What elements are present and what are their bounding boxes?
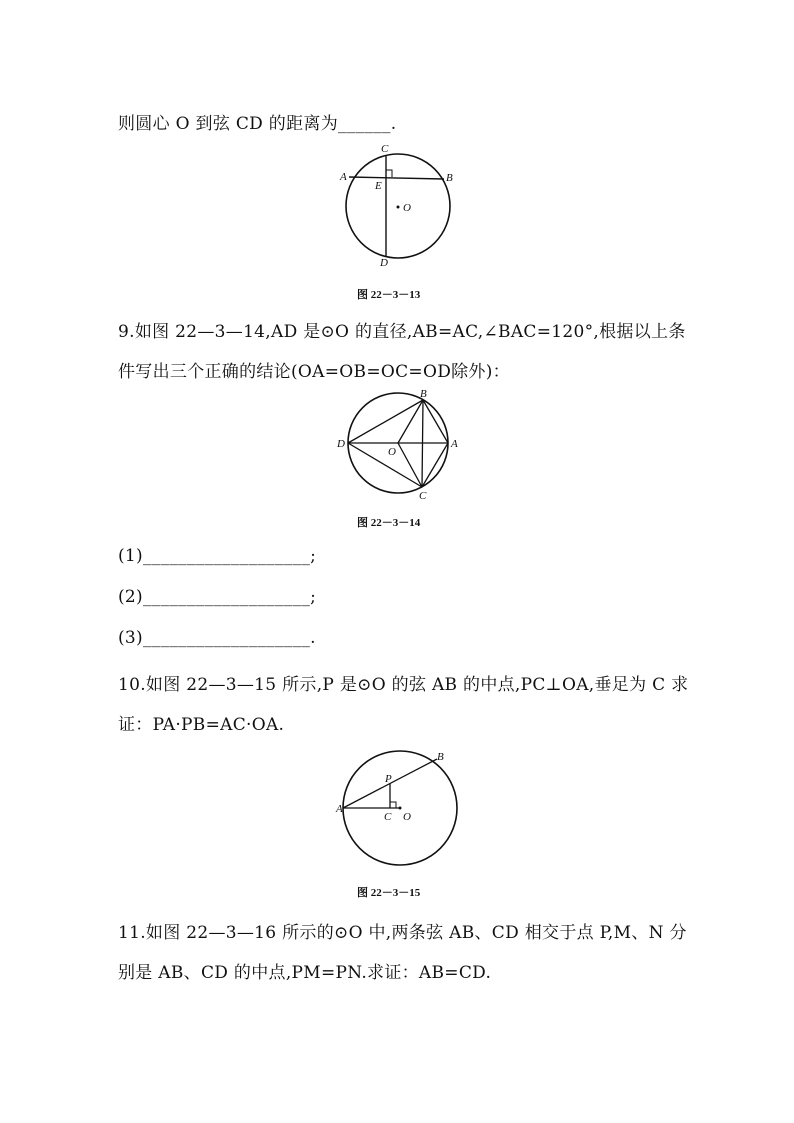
- label-o: O: [388, 446, 396, 458]
- figure-22-3-15: [334, 750, 474, 870]
- label-d: D: [380, 257, 388, 269]
- label-b: B: [446, 172, 453, 184]
- chord-ab: [349, 177, 444, 179]
- q10-line2: 证：PA·PB=AC·OA.: [118, 715, 285, 735]
- segment-db: [348, 400, 423, 443]
- q8-text: 则圆心 O 到弦 CD 的距离为______.: [118, 114, 397, 134]
- label-p: P: [385, 773, 392, 785]
- answer-2[interactable]: (2)___________________;: [118, 587, 317, 607]
- answer-3[interactable]: (3)___________________.: [118, 628, 316, 648]
- center-dot: [397, 206, 400, 209]
- label-a: A: [336, 803, 343, 815]
- segment-bc: [422, 400, 423, 487]
- label-d: D: [337, 438, 345, 450]
- caption-22-3-13: 图 22－3－13: [357, 289, 421, 301]
- label-o: O: [403, 202, 411, 214]
- q10-line1: 10.如图 22—3—15 所示,P 是⊙O 的弦 AB 的中点,PC⊥OA,垂足为 C 求: [118, 675, 689, 695]
- center-dot: [399, 807, 402, 810]
- label-a: A: [451, 438, 458, 450]
- q9-line1: 9.如图 22—3—14,AD 是⊙O 的直径,AB=AC,∠BAC=120°,根据以上条: [118, 322, 686, 342]
- label-c: C: [419, 490, 427, 502]
- caption-22-3-15: 图 22－3－15: [357, 887, 421, 899]
- q9-line2: 件写出三个正确的结论(OA=OB=OC=OD除外)：: [118, 362, 510, 382]
- label-e: E: [375, 180, 382, 192]
- label-b: B: [437, 751, 444, 763]
- segment-ac: [422, 443, 448, 487]
- label-o: O: [403, 811, 411, 823]
- label-b: B: [420, 388, 427, 400]
- label-a: A: [340, 171, 347, 183]
- segment-ab: [423, 400, 448, 443]
- label-c: C: [381, 143, 389, 155]
- right-angle-mark: [386, 170, 392, 177]
- label-c: C: [384, 811, 392, 823]
- right-angle-mark: [390, 802, 396, 808]
- segment-dc: [348, 443, 422, 487]
- answer-1[interactable]: (1)___________________;: [118, 546, 317, 566]
- figure-22-3-13: [330, 140, 470, 270]
- caption-22-3-14: 图 22－3－14: [357, 517, 421, 529]
- figure-22-3-14: [334, 385, 464, 505]
- q11-line1: 11.如图 22—3—16 所示的⊙O 中,两条弦 AB、CD 相交于点 P,M、N 分: [118, 923, 687, 943]
- q11-line2: 别是 AB、CD 的中点,PM=PN.求证：AB=CD.: [118, 963, 492, 983]
